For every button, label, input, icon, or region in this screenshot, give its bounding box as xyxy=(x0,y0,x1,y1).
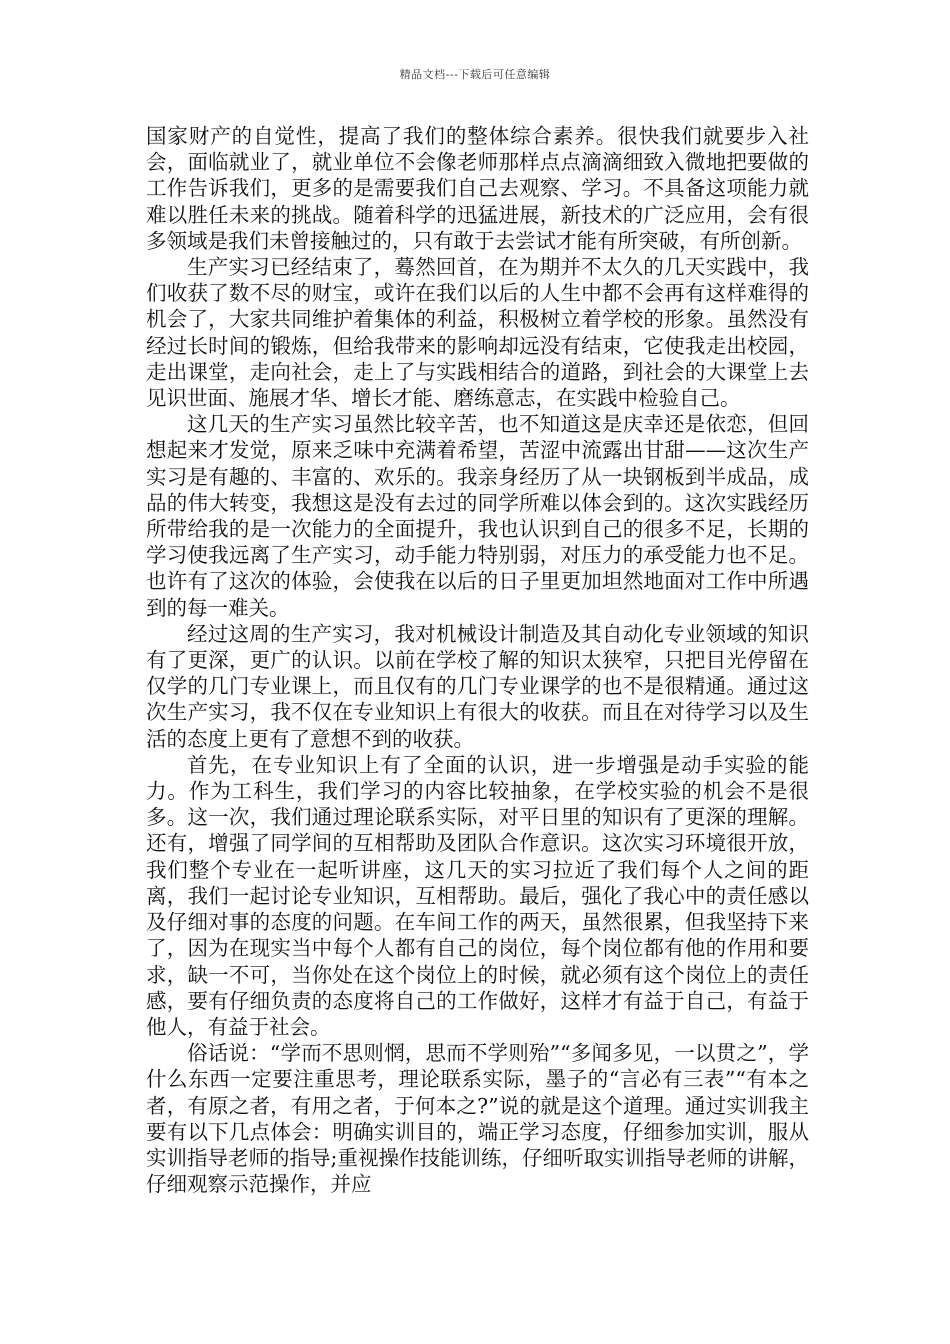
page-header: 精品文档---下载后可任意编辑 xyxy=(399,68,551,81)
paragraph: 生产实习已经结束了，蓦然回首，在为期并不太久的几天实践中，我们收获了数不尽的财宝，或许在我们以后的人生中都不会再有这样难得的机会了，大家共同维护着集体的利益，积极树立着学校的形象。虽然没有经过长时间的锻炼，但给我带来的影响却远没有结束，它使我走出校园，走出课堂，走向社会，走上了与实践相结合的道路，到社会的大课堂上去见识世面、施展才华、增长才能、磨练意志，在实践中检验自己。 xyxy=(146,255,809,411)
paragraph: 这几天的生产实习虽然比较辛苦，也不知道这是庆幸还是依恋，但回想起来才发觉，原来乏味中充满着希望，苦涩中流露出甘甜——这次生产实习是有趣的、丰富的、欢乐的。我亲身经历了从一块钢板到半成品，成品的伟大转变，我想这是没有去过的同学所难以体会到的。这次实践经历所带给我的是一次能力的全面提升，我也认识到自己的很多不足，长期的学习使我远离了生产实习，动手能力特别弱，对压力的承受能力也不足。也许有了这次的体验，会使我在以后的日子里更加坦然地面对工作中所遇到的每一难关。 xyxy=(146,412,809,620)
document-body xyxy=(146,123,809,1197)
paragraph-continued: 国家财产的自觉性，提高了我们的整体综合素养。很快我们就要步入社会，面临就业了，就业单位不会像老师那样点点滴滴细致入微地把要做的工作告诉我们，更多的是需要我们自己去观察、学习。不具备这项能力就难以胜任未来的挑战。随着科学的迅猛进展，新技术的广泛应用，会有很多领域是我们未曾接触过的，只有敢于去尝试才能有所突破，有所创新。 xyxy=(146,124,809,253)
paragraph: 经过这周的生产实习，我对机械设计制造及其自动化专业领域的知识有了更深，更广的认识。以前在学校了解的知识太狭窄，只把目光停留在仅学的几门专业课上，而且仅有的几门专业课学的也不是很精通。通过这次生产实习，我不仅在专业知识上有很大的收获。而且在对待学习以及生活的态度上更有了意想不到的收获。 xyxy=(146,621,809,751)
paragraph: 俗话说：“学而不思则惘，思而不学则殆”“多闻多见，一以贯之”，学什么东西一定要注重思考，理论联系实际，墨子的“言必有三表”“有本之者，有原之者，有用之者，于何本之?”说的就是这个道理。通过实训我主要有以下几点体会：明确实训目的，端正学习态度，仔细参加实训，服从实训指导老师的指导;重视操作技能训练，仔细听取实训指导老师的讲解，仔细观察示范操作，并应 xyxy=(146,1041,809,1197)
paragraph: 首先，在专业知识上有了全面的认识，进一步增强是动手实验的能力。作为工科生，我们学习的内容比较抽象，在学校实验的机会不是很多。这一次，我们通过理论联系实际，对平日里的知识有了更深的理解。还有，增强了同学间的互相帮助及团队合作意识。这次实习环境很开放，我们整个专业在一起听讲座，这几天的实习拉近了我们每个人之间的距离，我们一起讨论专业知识，互相帮助。最后，强化了我心中的责任感以及仔细对事的态度的问题。在车间工作的两天，虽然很累，但我坚持下来了，因为在现实当中每个人都有自己的岗位，每个岗位都有他的作用和要求，缺一不可，当你处在这个岗位上的时候，就必须有这个岗位上的责任感，要有仔细负责的态度将自己的工作做好，这样才有益于自己，有益于他人，有益于社会。 xyxy=(146,752,809,1039)
